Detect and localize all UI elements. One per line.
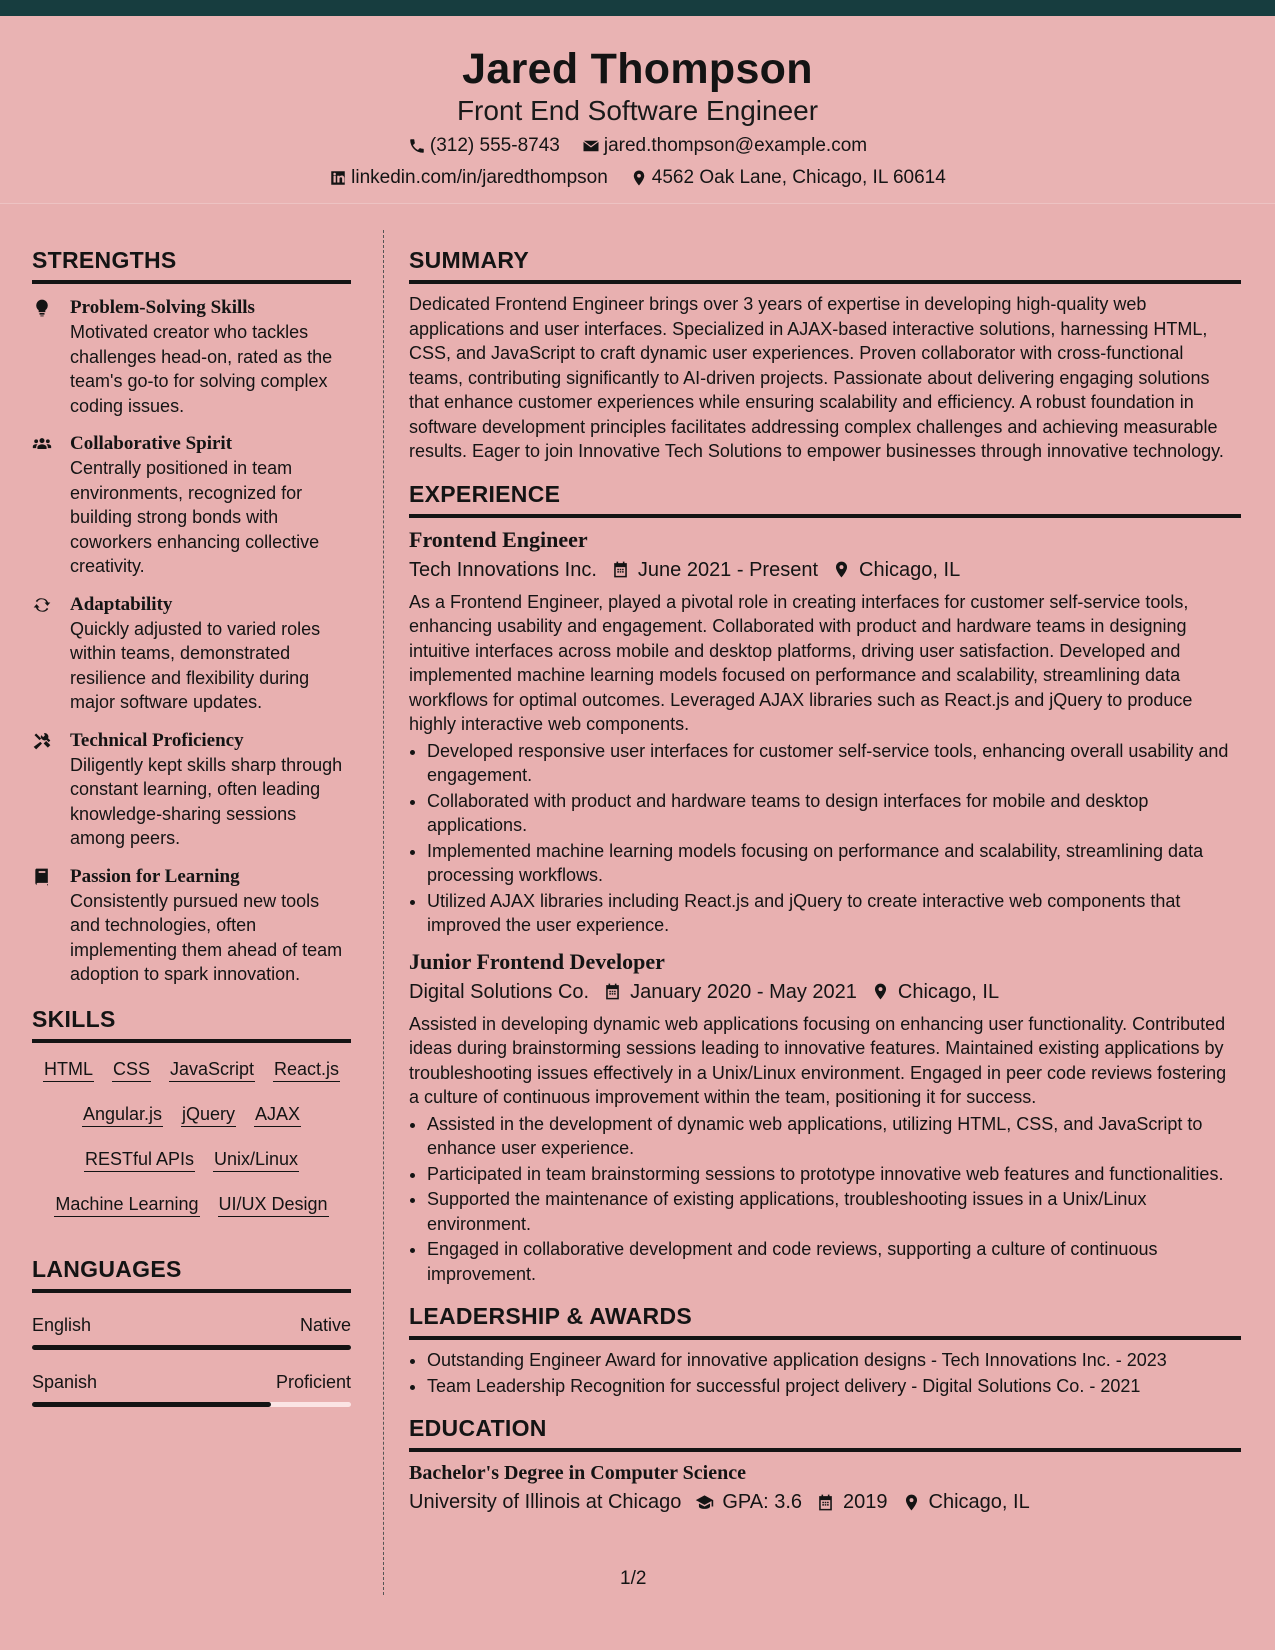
strength-title: Adaptability bbox=[70, 593, 173, 615]
strength-item bbox=[32, 729, 351, 851]
tools-icon bbox=[32, 731, 52, 751]
skill-tag: CSS bbox=[112, 1057, 151, 1082]
language-proficiency-fill bbox=[32, 1402, 271, 1407]
language-name: English bbox=[32, 1314, 92, 1335]
skill-row bbox=[32, 1147, 351, 1172]
strength-description: Motivated creator who tackles challenges head-on, rated as the team's go-to for solving complex coding issues. bbox=[70, 322, 333, 416]
languages-heading: LANGUAGES bbox=[32, 1255, 351, 1293]
map-pin-icon bbox=[630, 169, 648, 187]
email-contact[interactable] bbox=[582, 134, 867, 158]
strength-title: Passion for Learning bbox=[70, 865, 240, 887]
leadership-list bbox=[409, 1348, 1241, 1398]
language-item bbox=[32, 1370, 351, 1407]
experience-list bbox=[409, 526, 1241, 1287]
education-meta bbox=[409, 1488, 1241, 1516]
skill-tag: JavaScript bbox=[169, 1057, 255, 1082]
leadership-heading: LEADERSHIP & AWARDS bbox=[409, 1302, 1241, 1340]
email-text[interactable]: jared.thompson@example.com bbox=[603, 135, 868, 156]
language-proficiency-bar bbox=[32, 1345, 351, 1350]
resume-header bbox=[0, 16, 1275, 204]
company-name: Digital Solutions Co. bbox=[409, 980, 590, 1003]
job-bullet: • Engaged in collaborative development and code reviews, supporting a culture of continuous improvement. bbox=[427, 1237, 1241, 1286]
job-bullet: • Supported the maintenance of existing applications, troubleshooting issues in a Unix/Linux environment. bbox=[427, 1187, 1241, 1236]
users-icon bbox=[32, 434, 52, 454]
job-bullet: • Collaborated with product and hardware teams to design interfaces for mobile and desktop applications. bbox=[427, 789, 1241, 838]
skill-tag: UI/UX Design bbox=[218, 1192, 329, 1217]
calendar-icon bbox=[611, 560, 630, 579]
job-description: Assisted in developing dynamic web applications focusing on enhancing user functionality. Contributed ideas during brainstorming sessions leading to innovative features. Maintained existing applications by troubleshooting issues effectively in a Unix/Linux environment. Engaged in peer code reviews fostering a culture of continuous improvement within the team, positioning it for success. bbox=[409, 1013, 1227, 1107]
summary-heading: SUMMARY bbox=[409, 246, 1241, 284]
address-contact bbox=[630, 166, 946, 190]
job-dates: January 2020 - May 2021 bbox=[630, 980, 857, 1003]
phone-icon bbox=[408, 137, 426, 155]
skills-heading: SKILLS bbox=[32, 1005, 351, 1043]
graduation-cap-icon bbox=[695, 1493, 714, 1512]
envelope-icon bbox=[582, 137, 600, 155]
strength-description: Diligently kept skills sharp through constant learning, often leading knowledge-sharing sessions among peers. bbox=[70, 754, 343, 848]
strength-item bbox=[32, 296, 351, 418]
map-pin-icon bbox=[832, 560, 851, 579]
job-location: Chicago, IL bbox=[859, 558, 961, 581]
award-item: • Team Leadership Recognition for successful project delivery - Digital Solutions Co. - 2021 bbox=[427, 1374, 1241, 1399]
job-bullet: • Implemented machine learning models focusing on performance and scalability, streamlining data processing workflows. bbox=[427, 839, 1241, 888]
education-location: Chicago, IL bbox=[928, 1491, 1030, 1513]
linkedin-icon bbox=[329, 169, 347, 187]
job-bullet: • Utilized AJAX libraries including React.js and jQuery to create interactive web components that improved the user experience. bbox=[427, 889, 1241, 938]
strength-title: Problem-Solving Skills bbox=[70, 297, 255, 318]
job-bullet: • Developed responsive user interfaces for customer self-service tools, enhancing overall usability and engagement. bbox=[427, 739, 1241, 788]
column-divider bbox=[383, 230, 384, 1595]
school-name: University of Illinois at Chicago bbox=[409, 1491, 682, 1513]
summary-text: Dedicated Frontend Engineer brings over 3 years of expertise in developing high-quality web applications and user interfaces. Specialized in AJAX-based interactive solutions, harnessing HTML, CSS, and JavaScript to craft dynamic user experiences. Proven collaborator with cross-functional teams, contributing significantly to AI-driven projects. Passionate about delivering engaging solutions that enhance customer experiences while ensuring scalability and efficiency. A robust foundation in software development principles facilitates addressing complex challenges and achieving measurable results. Eager to join Innovative Tech Solutions to empower businesses through innovative technology. bbox=[409, 294, 1224, 461]
language-name: Spanish bbox=[32, 1371, 98, 1392]
skill-row bbox=[32, 1192, 351, 1217]
skill-tag: RESTful APIs bbox=[84, 1147, 195, 1172]
skill-row bbox=[32, 1102, 351, 1127]
page-number: 1/2 bbox=[620, 1568, 647, 1589]
language-proficiency-bar bbox=[32, 1402, 351, 1407]
language-item bbox=[32, 1313, 351, 1350]
job-title: Frontend Engineer bbox=[409, 526, 588, 552]
job-bullets bbox=[409, 739, 1241, 938]
lightbulb-icon bbox=[32, 298, 52, 318]
skill-tag: Machine Learning bbox=[54, 1192, 199, 1217]
contact-row-1 bbox=[0, 134, 1275, 158]
strength-item bbox=[32, 593, 351, 715]
skill-tag: Unix/Linux bbox=[213, 1147, 299, 1172]
calendar-icon bbox=[603, 982, 622, 1001]
skills-list bbox=[32, 1057, 351, 1217]
experience-item bbox=[409, 948, 1241, 1287]
book-icon bbox=[32, 867, 52, 887]
strengths-list bbox=[32, 296, 351, 987]
job-meta bbox=[409, 556, 1241, 584]
education-heading: EDUCATION bbox=[409, 1414, 1241, 1452]
award-item: • Outstanding Engineer Award for innovative application designs - Tech Innovations Inc. - 2023 bbox=[427, 1348, 1241, 1373]
skill-tag: React.js bbox=[273, 1057, 340, 1082]
job-description: As a Frontend Engineer, played a pivotal role in creating interfaces for customer self-service tools, enhancing usability and engagement. Collaborated with product and hardware teams in designing intuitive interfaces across mobile and desktop platforms, driving user satisfaction. Developed and implemented machine learning models focused on performance and scalability, streamlining data workflows for optimal outcomes. Leveraged AJAX libraries such as React.js and jQuery to produce highly interactive web components. bbox=[409, 591, 1193, 734]
strength-title: Technical Proficiency bbox=[70, 729, 244, 751]
strength-item bbox=[32, 432, 351, 579]
right-column bbox=[409, 246, 1241, 1516]
job-bullets bbox=[409, 1112, 1241, 1287]
strength-description: Quickly adjusted to varied roles within teams, demonstrated resilience and flexibility during major software updates. bbox=[70, 618, 321, 712]
degree-title: Bachelor's Degree in Computer Science bbox=[409, 1462, 746, 1484]
language-level: Proficient bbox=[275, 1371, 351, 1392]
strength-title: Collaborative Spirit bbox=[70, 433, 233, 454]
phone-contact bbox=[408, 134, 560, 158]
top-accent-bar bbox=[0, 0, 1275, 16]
job-meta bbox=[409, 978, 1241, 1006]
address-text: 4562 Oak Lane, Chicago, IL 60614 bbox=[651, 167, 946, 188]
strength-item bbox=[32, 865, 351, 987]
sync-icon bbox=[32, 595, 52, 615]
phone-text: (312) 555-8743 bbox=[429, 135, 560, 156]
company-name: Tech Innovations Inc. bbox=[409, 558, 597, 581]
job-location: Chicago, IL bbox=[897, 980, 1000, 1003]
skill-tag: Angular.js bbox=[82, 1102, 163, 1127]
linkedin-contact[interactable] bbox=[329, 166, 608, 190]
strength-description: Centrally positioned in team environments, recognized for building strong bonds with coworkers enhancing collective creativity. bbox=[70, 458, 320, 576]
candidate-name: Jared Thompson bbox=[462, 45, 813, 93]
job-bullet: • Assisted in the development of dynamic web applications, utilizing HTML, CSS, and JavaScript to enhance user experience. bbox=[427, 1112, 1241, 1161]
skill-tag: HTML bbox=[43, 1057, 94, 1082]
language-level: Native bbox=[299, 1314, 351, 1335]
skill-tag: jQuery bbox=[181, 1102, 236, 1127]
job-title: Junior Frontend Developer bbox=[409, 948, 665, 974]
language-proficiency-fill bbox=[32, 1345, 351, 1350]
calendar-icon bbox=[816, 1493, 835, 1512]
map-pin-icon bbox=[902, 1493, 921, 1512]
strength-description: Consistently pursued new tools and technologies, often implementing them ahead of team adoption to spark innovation. bbox=[70, 890, 343, 984]
skill-tag: AJAX bbox=[254, 1102, 301, 1127]
map-pin-icon bbox=[871, 982, 890, 1001]
linkedin-text[interactable]: linkedin.com/in/jaredthompson bbox=[351, 167, 608, 188]
experience-item bbox=[409, 526, 1241, 938]
experience-heading: EXPERIENCE bbox=[409, 480, 1241, 518]
candidate-title: Front End Software Engineer bbox=[456, 95, 819, 126]
job-bullet: • Participated in team brainstorming sessions to prototype innovative web features and functionalities. bbox=[427, 1162, 1241, 1187]
skill-row bbox=[32, 1057, 351, 1082]
contact-row-2 bbox=[0, 166, 1275, 190]
job-dates: June 2021 - Present bbox=[637, 558, 819, 581]
left-column bbox=[32, 246, 351, 1407]
graduation-year: 2019 bbox=[843, 1491, 888, 1513]
languages-list bbox=[32, 1313, 351, 1407]
strengths-heading: STRENGTHS bbox=[32, 246, 351, 284]
gpa-text: GPA: 3.6 bbox=[722, 1491, 803, 1513]
